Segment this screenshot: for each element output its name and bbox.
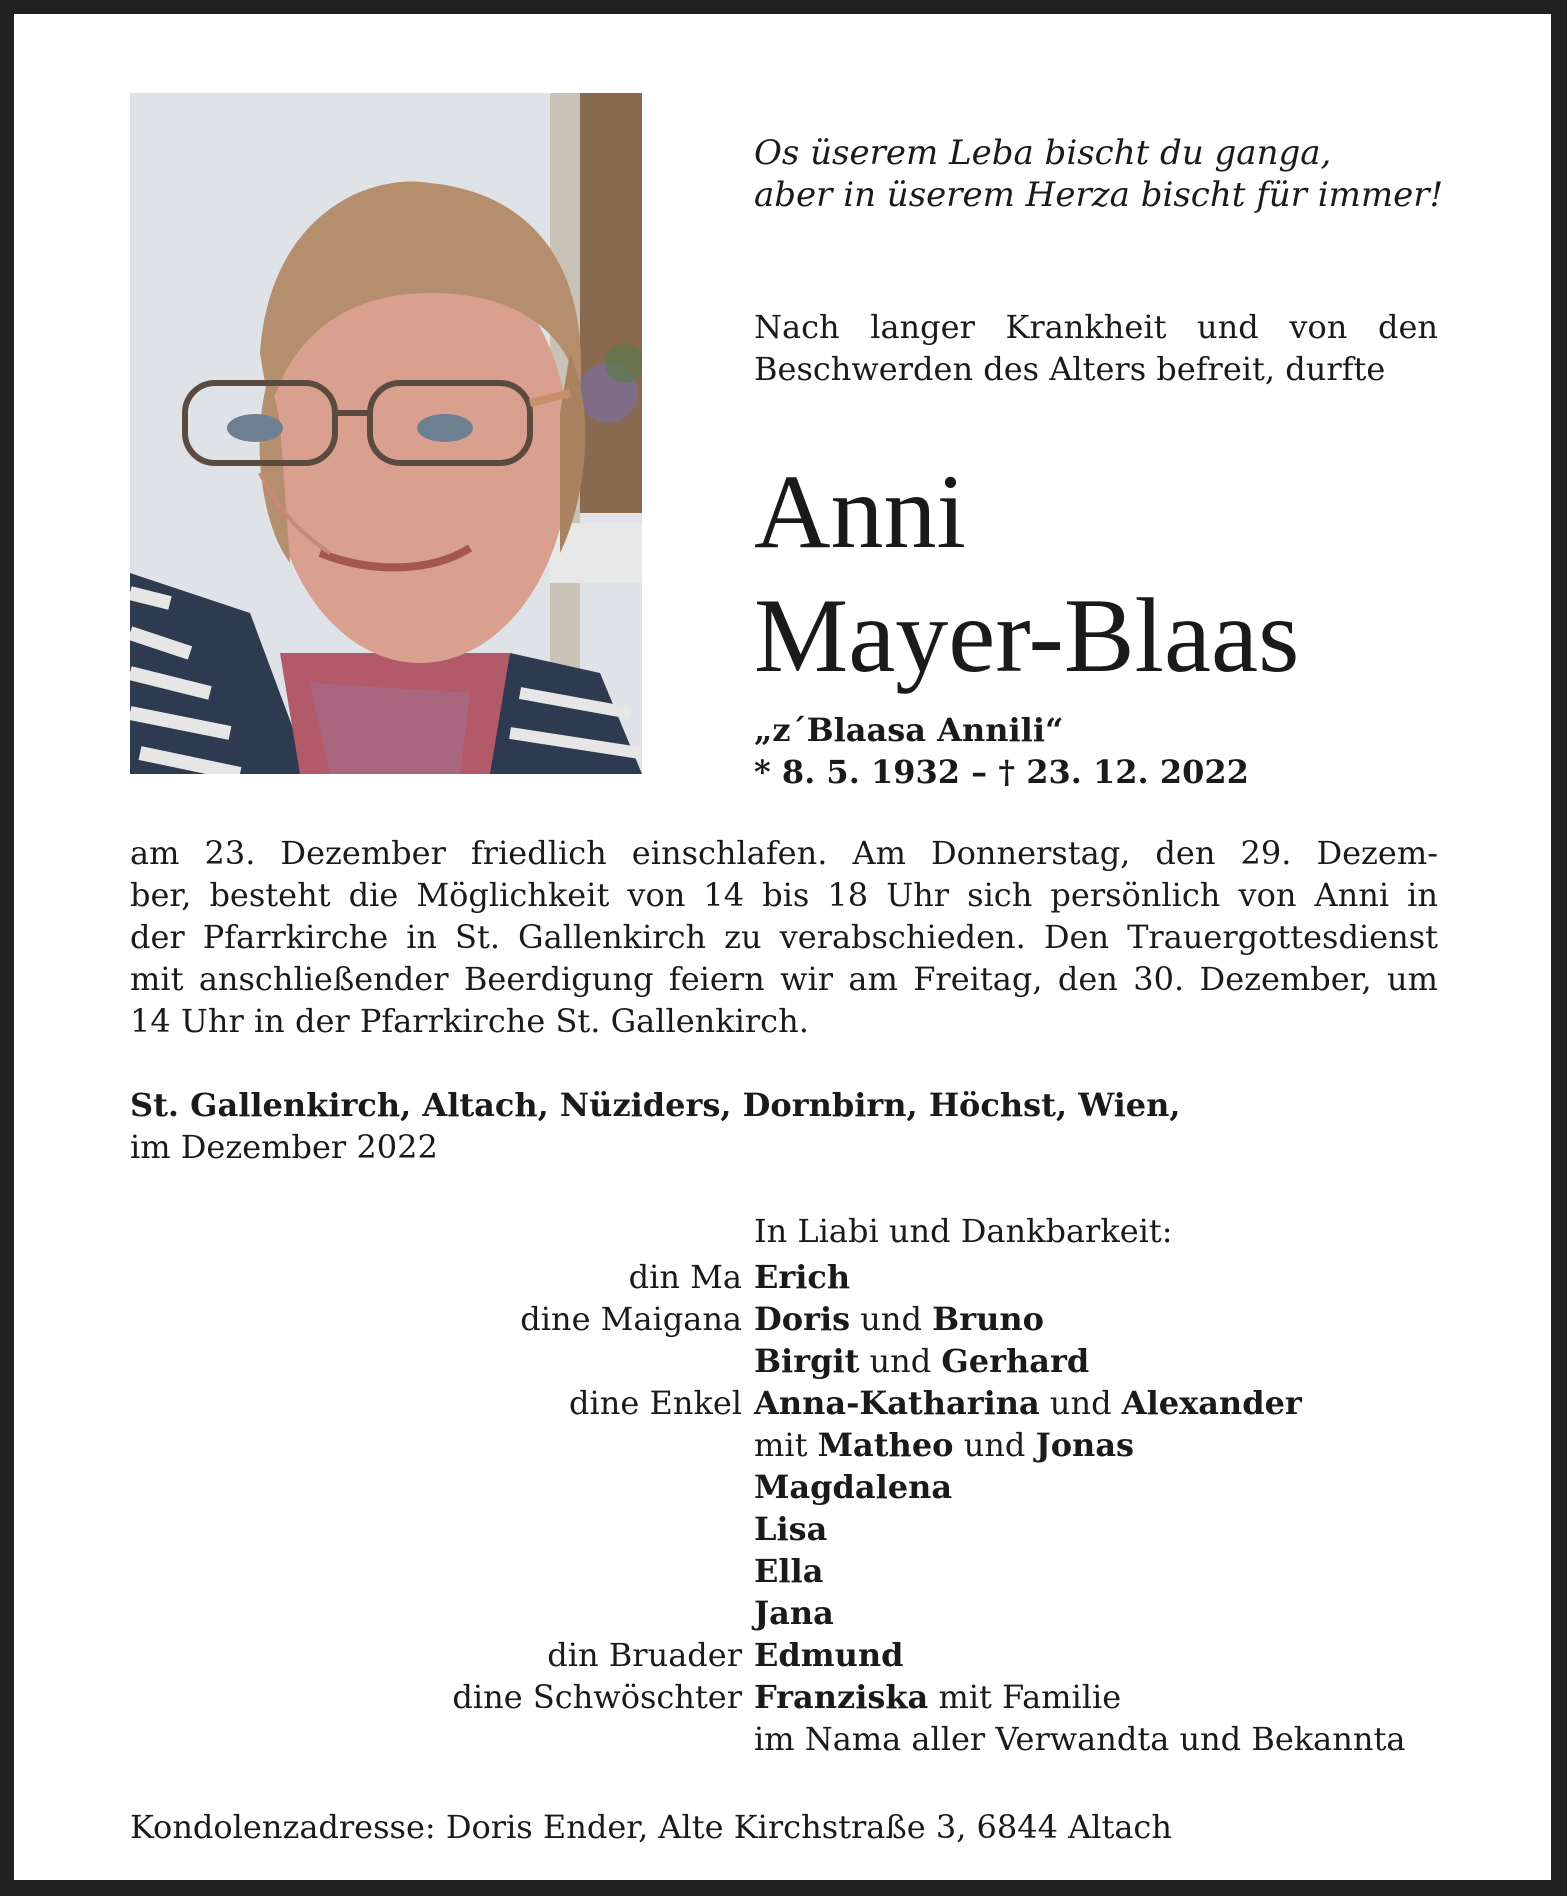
mourner-row [130,1592,1460,1634]
mourner-rows [130,1256,1460,1760]
mourner-connector: mit [754,1426,818,1464]
mourner-connector: im Nama aller Verwandta und Bekannta [754,1720,1406,1758]
mourner-names [754,1550,823,1592]
nickname: „z´Blaasa Annili“ [754,711,1064,749]
mourner-row [130,1634,1460,1676]
mourner-row [130,1298,1460,1340]
mourner-name: Jonas [1035,1426,1135,1464]
body-line: der Pfarrkirche in St. Gallenkirch zu verabschieden. Den Trauergottesdienst [130,918,1438,956]
mourner-connector: und [859,1342,942,1380]
condolence-address: Kondolenzadresse: Doris Ender, Alte Kirchstraße 3, 6844 Altach [130,1808,1172,1846]
mourner-relation: din Bruader [547,1636,742,1674]
obituary-card [14,14,1551,1880]
mourner-row [130,1424,1460,1466]
quote-line-1: Os üserem Leba bischt du ganga, [754,133,1332,173]
announcement-body [130,832,1438,1042]
mourner-name: Magdalena [754,1468,953,1506]
mourner-names [754,1592,834,1634]
mourner-names [754,1424,1134,1466]
portrait-photo [130,93,642,774]
mourner-names [754,1508,827,1550]
mourner-name: Anna-Katharina [754,1384,1040,1422]
mourner-relation: dine Enkel [569,1384,742,1422]
deceased-name [754,450,1514,698]
mourner-name: Edmund [754,1636,904,1674]
mourner-name: Alexander [1121,1384,1302,1422]
life-dates: * 8. 5. 1932 – † 23. 12. 2022 [754,753,1249,791]
mourner-names [754,1676,1121,1718]
mourner-relation: dine Maigana [520,1300,742,1338]
mourner-row [130,1340,1460,1382]
mourner-name: Birgit [754,1342,860,1380]
mourner-row [130,1256,1460,1298]
body-line: am 23. Dezember friedlich einschlafen. Am Donnerstag, den 29. Dezem- [130,834,1438,872]
mourner-names [754,1634,904,1676]
mourner-row [130,1466,1460,1508]
mourner-names [754,1256,850,1298]
mourner-row [130,1718,1460,1760]
mourner-row [130,1382,1460,1424]
mourner-relation: din Ma [628,1258,742,1296]
mourner-connector: und [1039,1384,1122,1422]
mourner-row [130,1676,1460,1718]
mourner-connector: und [850,1300,933,1338]
mourner-relation: dine Schwöschter [452,1678,742,1716]
body-line: 14 Uhr in der Pfarrkirche St. Gallenkirch. [130,1002,809,1040]
intro-line-2: Beschwerden des Alters befreit, durfte [754,350,1386,388]
intro-line-1: Nach langer Krankheit und von den [754,308,1438,346]
first-name: Anni [754,453,966,570]
intro-text [754,306,1438,390]
mourner-name: Jana [754,1594,834,1632]
mourner-names [754,1340,1089,1382]
mourner-row [130,1508,1460,1550]
mourner-name: Franziska [754,1678,929,1716]
mourner-name: Ella [754,1552,824,1590]
mourners-heading: In Liabi und Dankbarkeit: [754,1212,1173,1250]
body-line: ber, besteht die Möglichkeit von 14 bis 18 Uhr sich persönlich von Anni in [130,876,1438,914]
mourner-names [754,1466,952,1508]
mourner-names [754,1298,1044,1340]
places-date: im Dezember 2022 [130,1128,438,1166]
mourner-connector: mit Familie [928,1678,1122,1716]
portrait-image [130,93,642,774]
places-towns: St. Gallenkirch, Altach, Nüziders, Dornbirn, Höchst, Wien, [130,1086,1181,1124]
mourner-connector: und [953,1426,1036,1464]
mourner-name: Erich [754,1258,851,1296]
last-name: Mayer-Blaas [754,577,1300,694]
mourner-name: Lisa [754,1510,828,1548]
quote-line-2: aber in üserem Herza bischt für immer! [754,175,1444,215]
mourner-name: Bruno [932,1300,1044,1338]
mourner-names [754,1718,1405,1760]
places-block [130,1084,1438,1168]
mourner-names [754,1382,1302,1424]
motto-quote [754,132,1454,216]
mourner-name: Gerhard [941,1342,1090,1380]
mourner-name: Doris [754,1300,851,1338]
mourners-list [130,1210,1460,1760]
mourner-name: Matheo [817,1426,954,1464]
mourners-heading-row [130,1210,1460,1256]
mourner-row [130,1550,1460,1592]
body-line: mit anschließender Beerdigung feiern wir am Freitag, den 30. Dezember, um [130,960,1438,998]
